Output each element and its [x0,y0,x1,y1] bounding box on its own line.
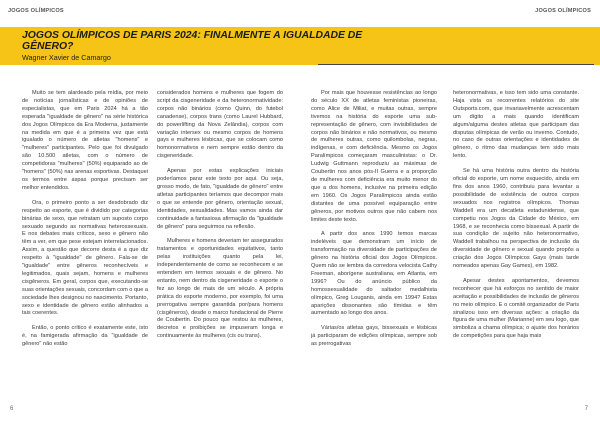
article-title: JOGOS OLÍMPICOS DE PARIS 2024: FINALMENTE A IGUALDADE DE GÊNERO? [22,30,363,53]
paragraph: considerados homens e mulheres que fogem do script da cisgeneridade e da heteronormatividade: corpos não binários (como Quinn, do futebol canadense), corpos trans (como Laurel Hubbard, do powerlifting da Nova Zelândia), corpos com variação intersex ou mesmo corpos de homens gays e mulheres lésbicas, que se colocam como homonormativos e nem sempre estão dentro da cisgeneridade. [157,90,283,160]
paragraph: Mulheres e homens deveriam ter assegurados tratamentos e oportunidades equitativos, tanto pelas instituições quanto pela lei, independentemente de como se reconhecem e se entendem em termos sexuais e de gênero. No entanto, nem dentro da cisgeneridade o esporte o fez ao longo de mais de um século. A própria prática do esporte moderno, por exemplo, foi uma prerrogativa sempre garantida por/para homens (cisgêneros), desde o marco fundacional de Pierre de Coubertin. Do pouco que restou às mulheres, decretos e proibições se impuseram longa e continuamente às mulheres (cis ou trans). [157,238,283,340]
page-number-left: 6 [10,406,14,412]
running-header-left: JOGOS OLÍMPICOS [8,8,64,14]
page-number-right: 7 [584,406,588,412]
paragraph: Por mais que houvesse resistências ao longo do século XX de atletas feministas pioneiras, como Alice de Miliat, e muitas outras, sempre tivemos na história do esporte uma sub-representação de gênero, com invisibilidades de corpos não binários e não normativos, ou mesmo de mulheres outras, como quilombolas, negras, indígenas, e com deficiência. Mesmo os Jogos Paralímpicos começaram masculinistas: o Dr. Ludwig Guttmann reproduziu as máximas de Coubertin nos anos pós-II Guerra e a proporção de mulheres com deficiência era muito menor do que a dos homens, inclusive na primeira edição em 1960. Os Jogos Paralímpicos ainda estão distantes de uma possível equiparação entre gêneros, por motivos outros que não cabem nos limites deste texto. [311,90,437,223]
paragraph: heteronormativas, e isso tem sido uma constante. Haja vista os recorrentes relatórios do site Outsports.com, que invariavelmente acrescentam um dígito a mais quando identificam algum/alguma destes atletas que participam das disputas olímpicas de verão ou inverno. Contudo, no caso de outras orientações e identidades de gênero, o ritmo das mudanças tem sido mais lento. [453,90,579,160]
paragraph: Ora, o primeiro ponto a ser desdobrado diz respeito ao esporte, que é dividido por categorias binárias de sexo, que retratam um suposto corpo sexuado segundo as normativas heterossexuais. E nos debates mais críticos, sexo e gênero não têm a ver, em que pese estejam interrelacionados. Assim, a questão que decorre desta é a que diz respeito à "igualdade" de gênero. Fala-se de "igualdade" entre gêneros reconhecíveis e legitimados, quais sejam, homens e mulheres cisgêneros. Em geral, corpos que, executando-se suas orientações sexuais, concordam com o que a sociedade lhes designou no nascimento. Portanto, sexo e identidade de gênero estão alinhados a tais coerentes. [22,199,148,317]
text-column-3 [311,90,437,356]
paragraph: A partir dos anos 1990 temos marcas indeléveis que demonstram um início de transformação na diversidade de participações de gênero na história oficial dos Jogos Olímpicos. Quem não se lembra da corredora velocista Cathy Freeman, aborígene australiana, em Atlanta, em 1996? Ou do anúncio público da homossexualidade do saltador medalhista olímpico, Greg Louganis, ainda em 1994? Estas aparições dissonantes são tímidas e têm aumentado ao longo dos anos. [311,231,437,317]
text-column-1 [22,90,148,356]
paragraph: Várias/os atletas gays, bissexuais e lésbicas já participaram de edições olímpicas, sempre sob as prerrogativas [311,325,437,348]
article-author: Wagner Xavier de Camargo [22,53,111,62]
header-divider [318,64,594,65]
paragraph: Muito se tem alardeado pela mídia, por meio de notícias jornalísticas e de opiniões de especialistas, que em Paris 2024 há a tão esperada "igualdade de gênero" na série histórica dos Jogos Olímpicos da Era Moderna, justamente na medida em que é a primeira vez que está igualado o número de atletas "homens" e "mulheres" participantes. Pelo que foi divulgado são 10.500 atletas, com o número de competidoras "mulheres" (50%) equiparado ao de "homens" (50%) nas arenas esportivas. Destaquei os termos entre aspas porque precisam ser melhor entendidos. [22,90,148,191]
paragraph: Apesar destes apontamentos, devemos reconhecer que há esforços no sentido de maior aceitação e possibilidades de inclusão de gêneros no meio olímpico. E o comitê organizador de Paris sinalizou isso em diversas ações: a criação da figura de uma mulher (Marianne) em seu logo, que simboliza a chama olímpica; o ajuste dos horários de competições para que haja mais [453,277,579,340]
text-column-2 [157,90,283,348]
running-header-right: JOGOS OLÍMPICOS [535,8,591,14]
text-column-4 [453,90,579,348]
paragraph: Se há uma história outra dentro da história oficial do esporte, um nome esquecido, ainda em fins dos anos 1960, contribuiu para levantar a possibilidade de existência de outros corpos sexuados nos registros olímpicos. Thomas Waddell era um decatleta estadunidense, que competiu nos Jogos da Cidade do México, em 1968, e se reconhecia como bissexual. A partir de sua condição de sujeito não heteronormativo, Waddell trabalhou na perspectiva de inclusão da diversidade de gênero e sexual quando propôs a criação dos Jogos Olímpicos Gays (mais tarde nomeados apenas Gay Games), em 1982. [453,168,579,270]
paragraph: Apenas por estas explicações iniciais poderíamos parar este texto por aqui. Ou seja, grosso modo, de fato, "igualdade de gênero" entre atletas participantes teríamos que decompor mais o que se entende por gênero, orientação sexual, identidades, sexualidades. Mas vamos ainda dar continuidade a fantasiosa afirmação da "igualdade de gênero" para seguirmos na reflexão. [157,168,283,230]
paragraph: Então, o ponto crítico é exatamente este, isto é, na famigerada afirmação da "igualdade de gênero" não estão [22,325,148,348]
